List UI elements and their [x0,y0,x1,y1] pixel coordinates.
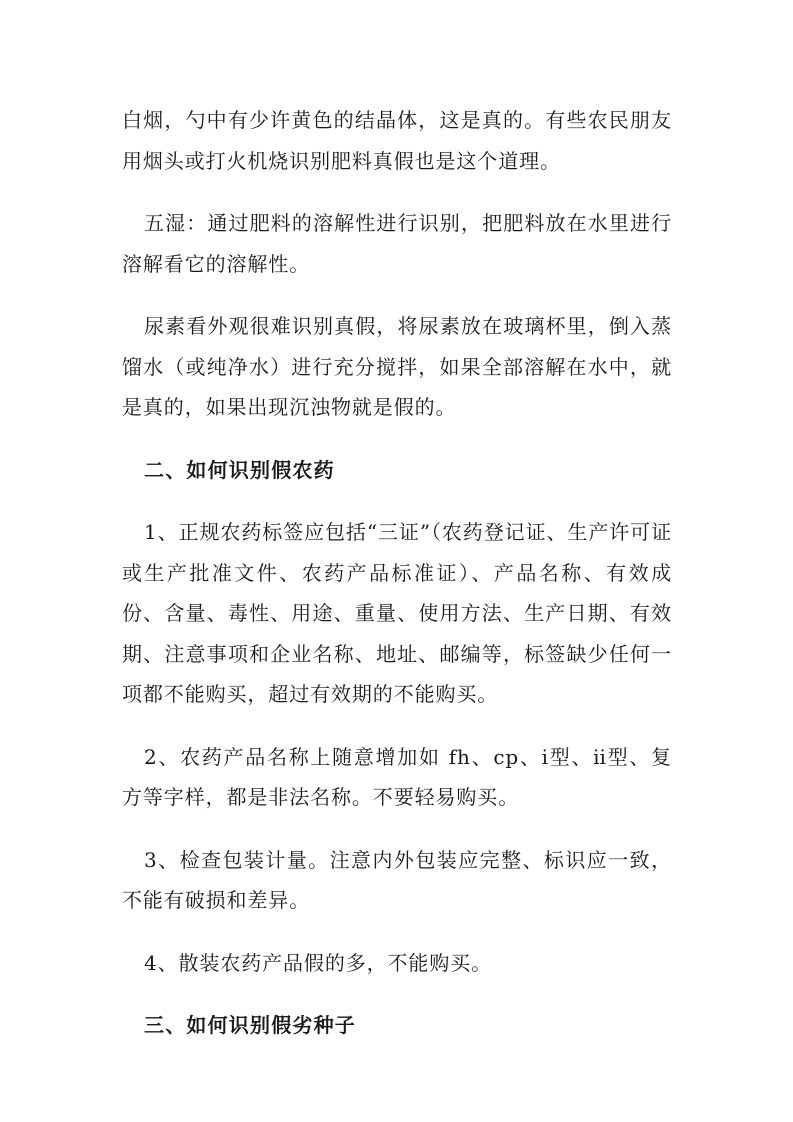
paragraph-packaging-check: 3、检查包装计量。注意内外包装应完整、标识应一致，不能有破损和差异。 [122,847,672,912]
paragraph-pesticide-label: 1、正规农药标签应包括“三证”（农药登记证、生产许可证或生产批准文件、农药产品标准证）、产品名称、有效成份、含量、毒性、用途、重量、使用方法、生产日期、有效期、注意事项和企业名称、地址、邮编等，标签缺少任何一项都不能购买，超过有效期的不能购买。 [122,520,672,706]
paragraph-pesticide-name: 2、农药产品名称上随意增加如 fh、cp、ⅰ型、ⅱ型、复方等字样，都是非法名称。不要轻易购买。 [122,744,672,809]
heading-identify-fake-pesticide: 二、如何识别假农药 [144,457,335,482]
paragraph-urea-dissolve-test: 尿素看外观很难识别真假，将尿素放在玻璃杯里，倒入蒸馏水（或纯净水）进行充分搅拌，如果全部溶解在水中，就是真的，如果出现沉浊物就是假的。 [122,314,672,419]
paragraph-bulk-pesticide: 4、散装农药产品假的多，不能购买。 [144,950,493,975]
heading-identify-fake-seeds: 三、如何识别假劣种子 [144,1013,356,1037]
document-body [122,100,672,1046]
paragraph-burn-test-conclusion: 白烟，勺中有少许黄色的结晶体，这是真的。有些农民朋友用烟头或打火机烧识别肥料真假也是这个道理。 [122,108,672,173]
paragraph-wet-method: 五湿：通过肥料的溶解性进行识别，把肥料放在水里进行溶解看它的溶解性。 [122,211,672,276]
